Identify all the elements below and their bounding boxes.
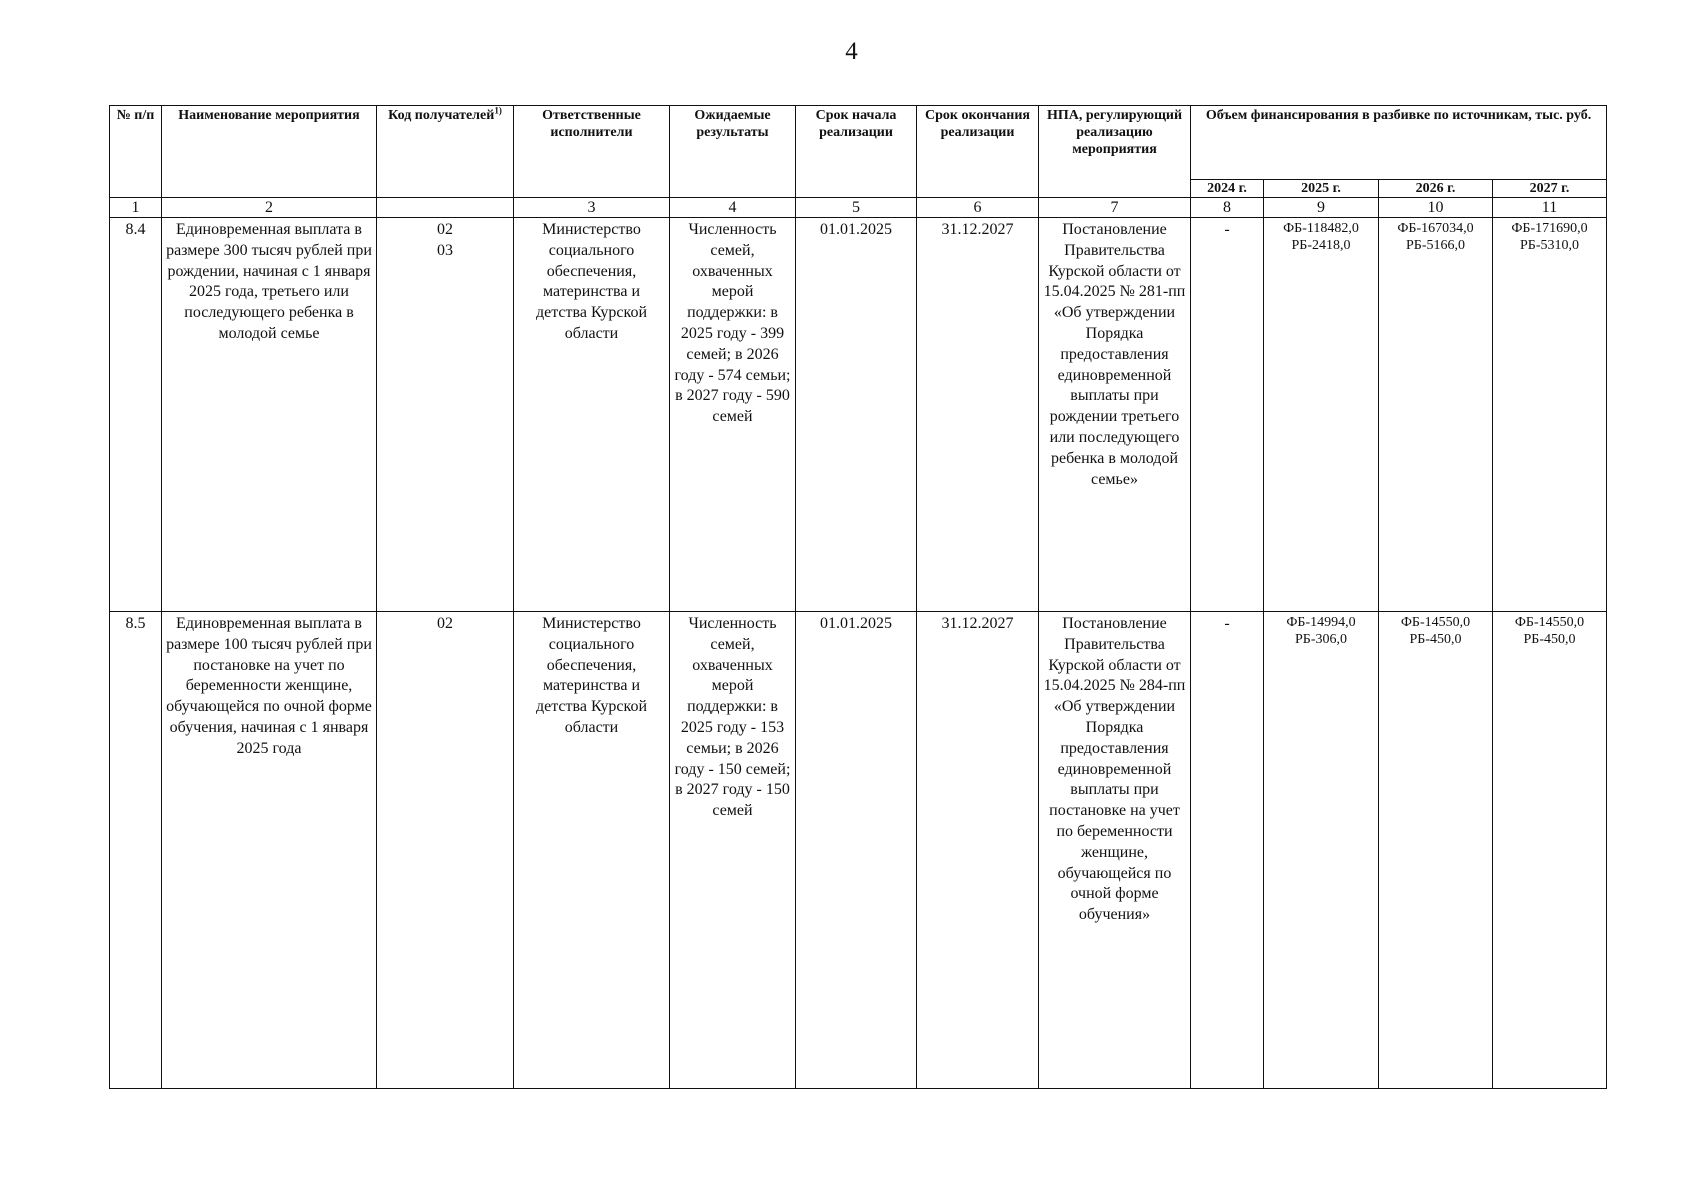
column-number: 8 — [1191, 198, 1264, 218]
row-num: 8.4 — [110, 218, 162, 612]
header-year-2025: 2025 г. — [1264, 180, 1379, 198]
funding-fb: ФБ-14550,0 — [1514, 615, 1585, 630]
row-num: 8.5 — [110, 612, 162, 1089]
recipient-code: 02 — [437, 615, 453, 632]
row-end: 31.12.2027 — [917, 612, 1039, 1089]
row-end: 31.12.2027 — [917, 218, 1039, 612]
funding-rb: РБ-2418,0 — [1291, 238, 1351, 253]
header-code-footnote: 1) — [494, 105, 502, 116]
row-results: Численность семей, охваченных мерой поддержки: в 2025 году - 399 семей; в 2026 году - 574 семьи; в 2027 году - 590 семей — [670, 218, 796, 612]
column-number: 3 — [514, 198, 670, 218]
row-responsible: Министерство социального обеспечения, материнства и детства Курской области — [514, 612, 670, 1089]
funding-rb: РБ-5310,0 — [1520, 238, 1579, 253]
header-responsible: Ответственные исполнители — [514, 106, 670, 198]
table-row — [110, 612, 1607, 1089]
column-number — [377, 198, 514, 218]
row-codes — [377, 612, 514, 1089]
funding-rb: РБ-450,0 — [1409, 632, 1462, 647]
column-number: 2 — [162, 198, 377, 218]
row-npa: Постановление Правительства Курской области от 15.04.2025 № 281-пп «Об утверждении Порядка предоставления единовременной выплаты при рождении третьего или последующего ребенка в молодой семье» — [1039, 218, 1191, 612]
row-results: Численность семей, охваченных мерой поддержки: в 2025 году - 153 семьи; в 2026 году - 150 семей; в 2027 году - 150 семей — [670, 612, 796, 1089]
funding-fb: ФБ-14550,0 — [1400, 615, 1471, 630]
column-number: 7 — [1039, 198, 1191, 218]
header-start: Срок начала реализации — [796, 106, 917, 198]
header-name: Наименование мероприятия — [162, 106, 377, 198]
column-numbers-row — [110, 198, 1607, 218]
funding-table — [109, 105, 1607, 1089]
header-year-2026: 2026 г. — [1379, 180, 1493, 198]
funding-fb: ФБ-171690,0 — [1511, 221, 1588, 236]
row-name: Единовременная выплата в размере 300 тысяч рублей при рождении, начиная с 1 января 2025 года, третьего или последующего ребенка в молодой семье — [162, 218, 377, 612]
funding-rb: РБ-5166,0 — [1406, 238, 1465, 253]
recipient-code: 02 — [437, 221, 453, 238]
row-funding-2027 — [1493, 218, 1607, 612]
row-funding-2024: - — [1191, 218, 1264, 612]
table-row — [110, 218, 1607, 612]
row-name: Единовременная выплата в размере 100 тысяч рублей при постановке на учет по беременности женщине, обучающейся по очной форме обучения, начиная с 1 января 2025 года — [162, 612, 377, 1089]
column-number: 4 — [670, 198, 796, 218]
row-funding-2026 — [1379, 612, 1493, 1089]
row-responsible: Министерство социального обеспечения, материнства и детства Курской области — [514, 218, 670, 612]
header-row — [110, 106, 1607, 180]
funding-rb: РБ-306,0 — [1295, 632, 1347, 647]
header-end: Срок окончания реализации — [917, 106, 1039, 198]
row-funding-2025 — [1264, 612, 1379, 1089]
row-start: 01.01.2025 — [796, 612, 917, 1089]
funding-fb: ФБ-167034,0 — [1397, 221, 1474, 236]
column-number: 6 — [917, 198, 1039, 218]
header-num: № п/п — [110, 106, 162, 198]
column-number: 1 — [110, 198, 162, 218]
header-code — [377, 106, 514, 198]
row-codes — [377, 218, 514, 612]
row-funding-2027 — [1493, 612, 1607, 1089]
column-number: 5 — [796, 198, 917, 218]
column-number: 11 — [1493, 198, 1607, 218]
funding-fb: ФБ-14994,0 — [1286, 615, 1356, 630]
column-number: 10 — [1379, 198, 1493, 218]
header-npa: НПА, регулирующий реализацию мероприятия — [1039, 106, 1191, 198]
header-year-2027: 2027 г. — [1493, 180, 1607, 198]
row-npa: Постановление Правительства Курской области от 15.04.2025 № 284-пп «Об утверждении Порядка предоставления единовременной выплаты при постановке на учет по беременности женщине, обучающейся по очной форме обучения» — [1039, 612, 1191, 1089]
header-funding: Объем финансирования в разбивке по источникам, тыс. руб. — [1191, 106, 1607, 180]
row-funding-2024: - — [1191, 612, 1264, 1089]
funding-fb: ФБ-118482,0 — [1283, 221, 1359, 236]
funding-rb: РБ-450,0 — [1523, 632, 1576, 647]
row-funding-2025 — [1264, 218, 1379, 612]
page-number: 4 — [845, 38, 858, 65]
header-results: Ожидаемые результаты — [670, 106, 796, 198]
row-funding-2026 — [1379, 218, 1493, 612]
column-number: 9 — [1264, 198, 1379, 218]
header-year-2024: 2024 г. — [1191, 180, 1264, 198]
recipient-code: 03 — [437, 241, 453, 259]
header-code-label: Код получателей — [388, 108, 495, 123]
row-start: 01.01.2025 — [796, 218, 917, 612]
